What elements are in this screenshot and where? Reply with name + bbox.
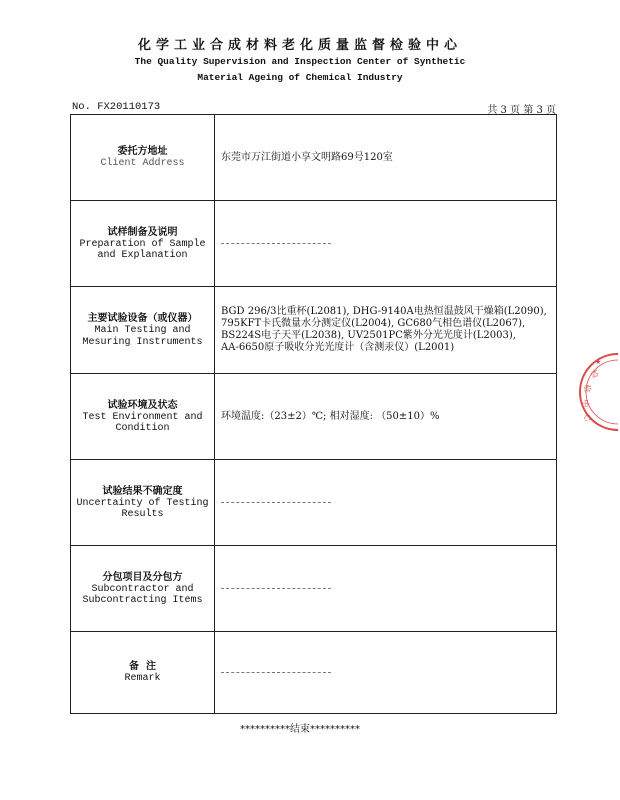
label-cn: 委托方地址	[117, 146, 168, 158]
empty-dash	[221, 588, 331, 589]
label-en: and Explanation	[97, 250, 188, 261]
label-cell	[71, 115, 215, 200]
table-row-remark	[71, 632, 556, 713]
client-address-value: 东莞市万江街道小享文明路69号120室	[221, 151, 393, 163]
label-en: Condition	[115, 423, 170, 434]
svg-text:检: 检	[588, 368, 601, 380]
label-en: Preparation of Sample	[79, 238, 206, 250]
table-row-uncertainty	[71, 460, 556, 546]
center-title-en-line2: Material Ageing of Chemical Industry	[197, 72, 403, 83]
svg-text:验: 验	[582, 383, 593, 394]
empty-dash	[221, 243, 331, 244]
label-cn: 试验环境及状态	[107, 399, 178, 411]
center-title-en-line1: The Quality Supervision and Inspection Center of Synthetic	[134, 56, 466, 67]
label-cell	[71, 287, 215, 373]
value-cell	[215, 546, 556, 631]
center-title-cn: 化学工业合成材料老化质量监督检验中心	[137, 38, 462, 53]
label-cell	[71, 546, 215, 631]
instrument-line: AA-6650原子吸收分光光度计（含测汞仪）(L2001)	[221, 342, 455, 353]
instrument-line: 795KFT卡氏微量水分测定仪(L2004), GC680气相色谱仪(L2067),	[221, 318, 526, 329]
table-row-client-address	[71, 115, 556, 201]
empty-dash	[221, 502, 331, 503]
label-en: Remark	[124, 673, 161, 685]
label-en: Client Address	[100, 158, 185, 170]
report-number: No. FX20110173	[72, 101, 161, 113]
label-cn: 备 注	[129, 661, 156, 673]
label-en: Subcontractor and	[91, 583, 194, 595]
label-en: Test Environment and	[82, 411, 203, 423]
empty-dash	[221, 672, 331, 673]
label-cn: 分包项目及分包方	[102, 571, 183, 583]
value-cell	[215, 632, 556, 713]
label-cn: 试验结果不确定度	[102, 485, 183, 497]
svg-text:★: ★	[595, 358, 602, 366]
value-cell	[215, 201, 556, 286]
instrument-line: BGD 296/3比重杯(L2081), DHG-9140A电热恒温鼓风干燥箱(L2090),	[221, 306, 547, 317]
instrument-line: BS224S电子天平(L2038), UV2501PC紫外分光光度计(L2003),	[221, 330, 516, 341]
label-cn: 主要试验设备（或仪器）	[87, 313, 198, 324]
table-row-subcontractor	[71, 546, 556, 632]
label-en: Uncertainty of Testing	[76, 497, 209, 509]
label-en: Main Testing and	[94, 325, 191, 336]
table-row-environment	[71, 374, 556, 460]
red-seal-stamp	[570, 352, 620, 432]
label-en: Results	[121, 509, 164, 520]
svg-text:中: 中	[580, 398, 590, 408]
label-cell	[71, 632, 215, 713]
label-en: Mesuring Instruments	[82, 336, 203, 348]
instruments-value	[215, 287, 556, 373]
environment-value: 环境温度:（23±2）℃; 相对湿度: （50±10）%	[221, 410, 440, 422]
table-row-instruments	[71, 287, 556, 374]
svg-text:心: 心	[581, 412, 594, 424]
page-indicator: 共 3 页 第 3 页	[487, 105, 556, 116]
table-row-sample-preparation	[71, 201, 556, 287]
label-en: Subcontracting Items	[82, 595, 203, 606]
end-marker: **********结束**********	[240, 724, 360, 735]
label-cell	[71, 201, 215, 286]
label-cell	[71, 374, 215, 459]
report-table	[70, 114, 557, 714]
label-cell	[71, 460, 215, 545]
value-cell	[215, 460, 556, 545]
label-cn: 试样制备及说明	[107, 226, 178, 238]
